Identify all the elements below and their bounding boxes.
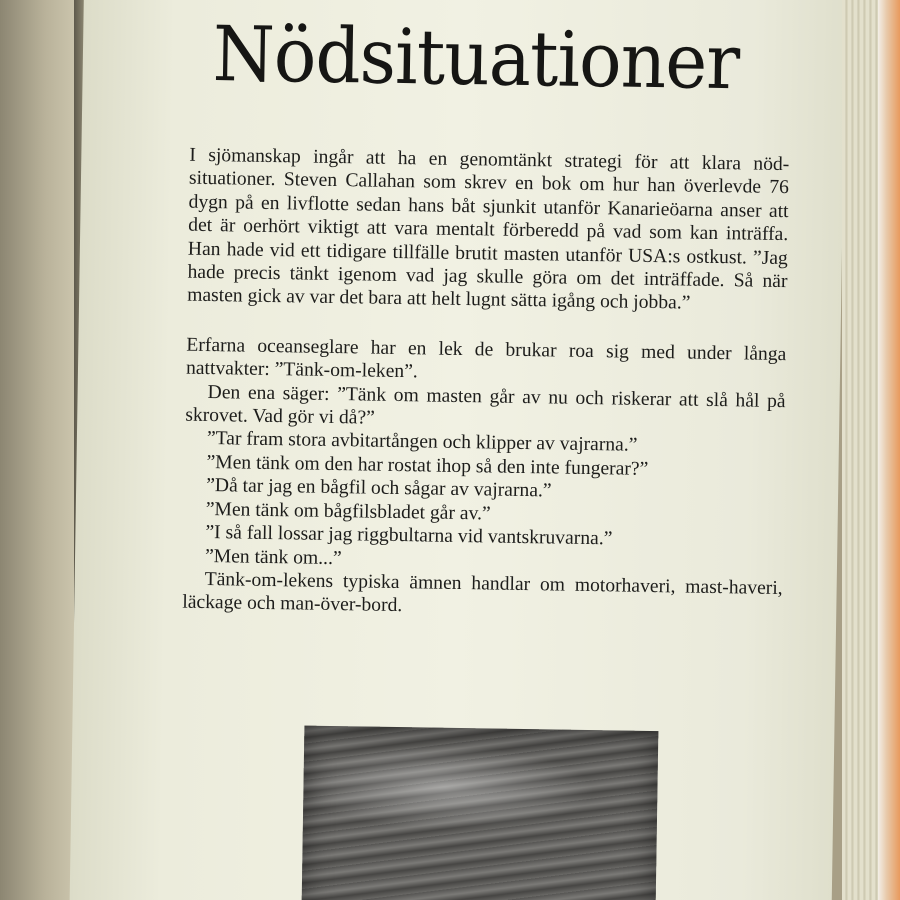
dialogue-line: Den ena säger: ”Tänk om masten går av nu och riskerar att slå hål på skrovet. Vad gör vi då?” [185, 381, 786, 429]
dialogue-line: ”Men tänk om den har rostat ihop så den inte fungerar?” [206, 451, 649, 480]
dialogue-line: ”I så fall lossar jag riggbultarna vid vantskruvarna.” [205, 522, 613, 550]
dialogue-line: ”Men tänk om...” [204, 545, 342, 569]
intro-paragraph: I sjömanskap ingår att ha en genomtänkt strategi för att klara nöd-situationer. Steven Callahan som skrev en bok om hur han överlevde 76 dygn på en livflotte sedan hans båt sjunkit utanför Kanarieöarna anser att det är oerhört viktigt att vara mentalt förberedd på vad som kan inträffa. Han hade vid ett tidigare tillfälle brutit masten utanför USA:s ostkust. ”Jag hade precis tänkt igenom vad jag skulle göra om det inträffade. Så när masten gick av var det bara att helt lugnt sätta igång och jobba.” [187, 144, 790, 315]
book-cover-edge [878, 0, 900, 900]
dialogue-line: ”Då tar jag en bågfil och sågar av vajrarna.” [206, 475, 552, 502]
chapter-title: Nödsituationer [212, 9, 740, 107]
dialogue-line: ”Tar fram stora avbitartången och klipper av vajrarna.” [206, 428, 638, 457]
page-stack-edge [842, 0, 882, 900]
paragraph-game: Erfarna oceanseglare har en lek de brukar roa sig med under långa nattvakter: ”Tänk-om-leken”. [185, 334, 787, 383]
closing-paragraph: Tänk-om-lekens typiska ämnen handlar om motorhaveri, mast-haveri, läckage och man-över-bord. [182, 568, 783, 617]
dialogue-line: ”Men tänk om bågfilsbladet går av.” [205, 498, 491, 525]
sea-waves-photo [301, 726, 658, 900]
left-page-edge [0, 0, 82, 900]
page-content [182, 9, 791, 624]
right-page [70, 0, 846, 900]
